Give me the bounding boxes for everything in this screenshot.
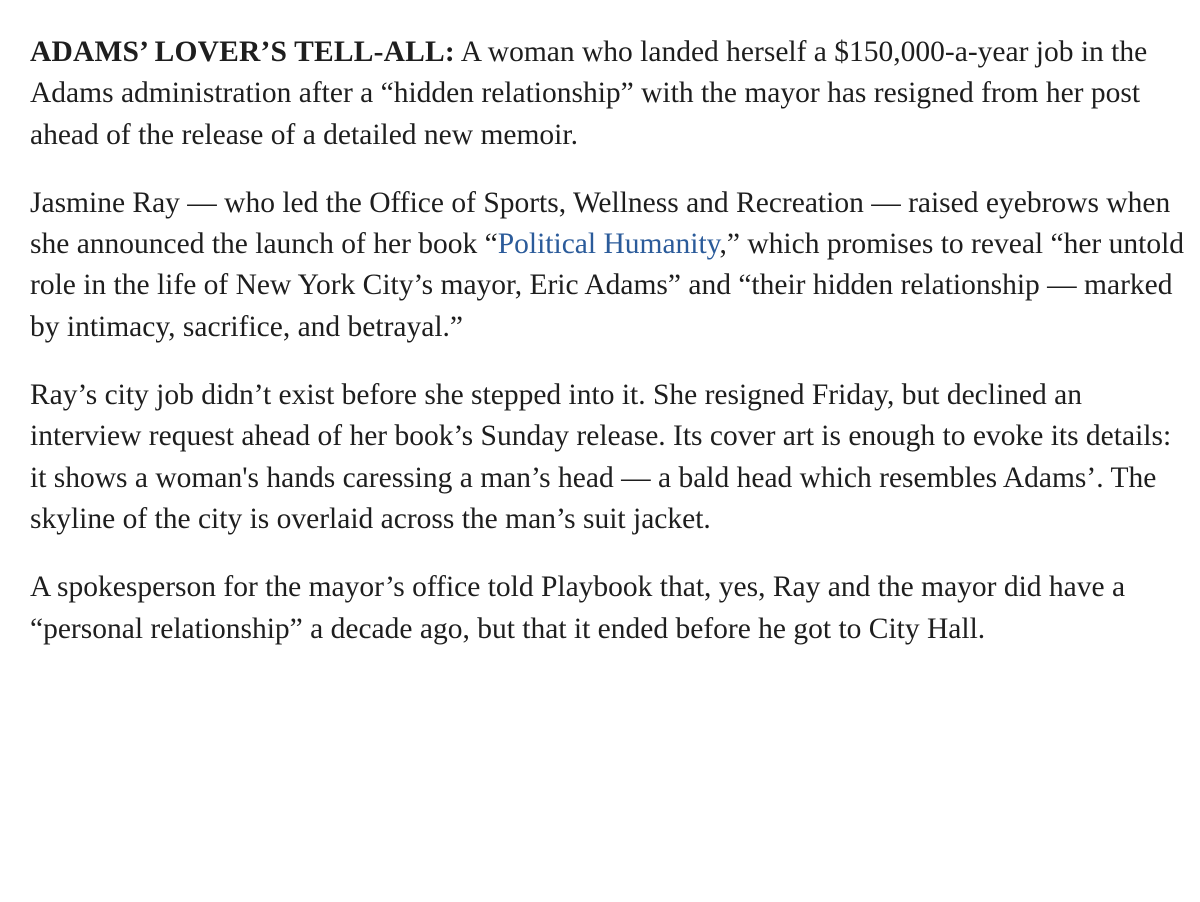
paragraph-3 <box>30 375 1190 540</box>
paragraph-2 <box>30 183 1190 348</box>
article-body <box>30 32 1190 677</box>
paragraph-1 <box>30 32 1190 156</box>
paragraph-4 <box>30 567 1190 650</box>
book-title-link[interactable]: Political Humanity <box>497 228 720 261</box>
paragraph-4-text: A spokesperson for the mayor’s office told Playbook that, yes, Ray and the mayor did have a “personal relationship” a decade ago, but that it ended before he got to City Hall. <box>30 571 1126 645</box>
paragraph-3-text: Ray’s city job didn’t exist before she stepped into it. She resigned Friday, but declined an interview request ahead of her book’s Sunday release. Its cover art is enough to evoke its details: it shows a woman's hands caressing a man’s head — a bald head which resembles Adams’. The skyline of the city is overlaid across the man’s suit jacket. <box>30 379 1172 535</box>
paragraph-1-text: A woman who landed herself a $150,000-a-year job in the Adams administration after a “hidden relationship” with the mayor has resigned from her post ahead of the release of a detailed new memoir. <box>30 36 1148 151</box>
paragraph-2-text-after-link: ,” which promises to reveal “her untold role in the life of New York City’s mayor, Eric Adams” and “their hidden relationship — marked by intimacy, sacrifice, and betrayal.” <box>30 228 1185 343</box>
section-kicker: ADAMS’ LOVER’S TELL-ALL: <box>30 36 455 68</box>
paragraph-2-text-before-link: Jasmine Ray — who led the Office of Sports, Wellness and Recreation — raised eyebrows when she announced the launch of her book “ <box>30 186 1171 261</box>
